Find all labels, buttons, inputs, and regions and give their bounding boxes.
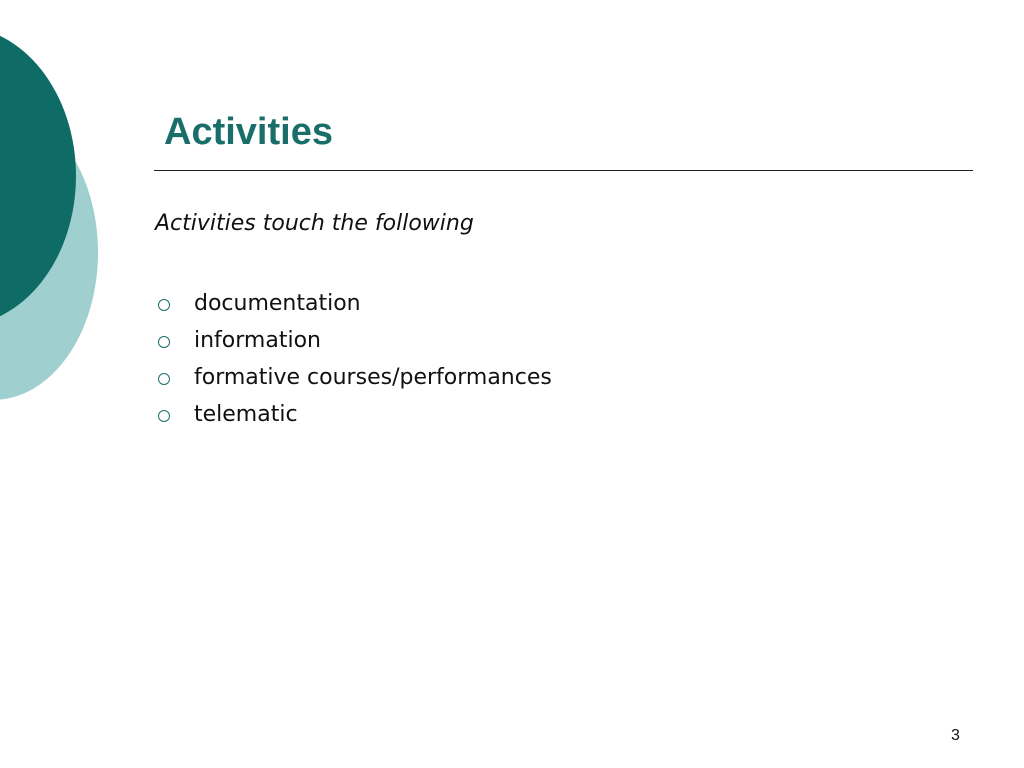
hollow-circle-bullet-icon	[158, 299, 170, 311]
slide-title: Activities	[164, 111, 333, 153]
bullet-text: formative courses/performances	[194, 365, 552, 391]
page-number: 3	[951, 727, 960, 744]
bullet-text: documentation	[194, 291, 361, 317]
bullet-item	[155, 323, 552, 360]
bullet-list	[155, 286, 552, 434]
hollow-circle-bullet-icon	[158, 373, 170, 385]
bullet-item	[155, 286, 552, 323]
bullet-item	[155, 397, 552, 434]
hollow-circle-bullet-icon	[158, 410, 170, 422]
lead-text: Activities touch the following	[155, 211, 474, 236]
bullet-item	[155, 360, 552, 397]
hollow-circle-bullet-icon	[158, 336, 170, 348]
title-divider	[154, 170, 973, 171]
bullet-text: information	[194, 328, 321, 354]
bullet-text: telematic	[194, 402, 298, 428]
